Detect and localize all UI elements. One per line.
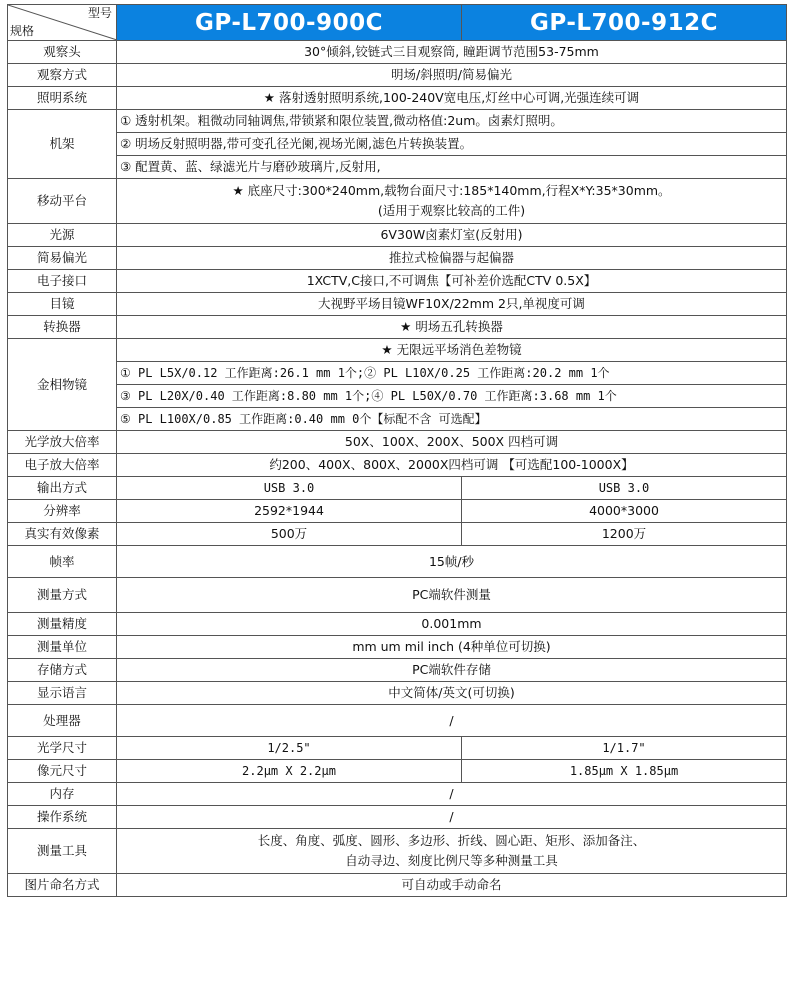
row-objective-3 [8,385,787,408]
objective-line-2: ① PL L5X/0.12 工作距离:26.1 mm 1个;② PL L10X/0.25 工作距离:20.2 mm 1个 [117,362,787,385]
row-label: 光源 [8,224,117,247]
row-value: ★ 明场五孔转换器 [117,316,787,339]
model-2: GP-L700-912C [462,5,787,41]
header-row [8,5,787,41]
row-precision [8,613,787,636]
row-pixels [8,523,787,546]
row-value: / [117,705,787,737]
value-model-2: 4000*3000 [462,500,787,523]
row-value: / [117,806,787,829]
value-model-1: USB 3.0 [117,477,462,500]
row-label: 显示语言 [8,682,117,705]
row-value: 0.001mm [117,613,787,636]
row-value: PC端软件测量 [117,578,787,613]
row-value: 推拉式检偏器与起偏器 [117,247,787,270]
row-label: 测量精度 [8,613,117,636]
row-value: 30°倾斜,铰链式三目观察筒, 瞳距调节范围53-75mm [117,41,787,64]
row-label: 转换器 [8,316,117,339]
row-label: 输出方式 [8,477,117,500]
row-value: 1XCTV,C接口,不可调焦【可补差价选配CTV 0.5X】 [117,270,787,293]
row-light [8,224,787,247]
row-label: 测量工具 [8,829,117,874]
value-model-1: 2.2μm X 2.2μm [117,760,462,783]
row-value: 大视野平场目镜WF10X/22mm 2只,单视度可调 [117,293,787,316]
row-os [8,806,787,829]
value-model-1: 500万 [117,523,462,546]
row-naming [8,874,787,897]
value-model-1: 2592*1944 [117,500,462,523]
row-value: 明场/斜照明/简易偏光 [117,64,787,87]
frame-line-3: ③ 配置黄、蓝、绿滤光片与磨砂玻璃片,反射用, [117,156,787,179]
row-pixsize [8,760,787,783]
row-label: 观察方式 [8,64,117,87]
row-objective-4 [8,408,787,431]
row-value: 中文简体/英文(可切换) [117,682,787,705]
frame-line-2: ② 明场反射照明器,带可变孔径光阑,视场光阑,滤色片转换装置。 [117,133,787,156]
row-memory [8,783,787,806]
row-frame-3 [8,156,787,179]
row-value: 6V30W卤素灯室(反射用) [117,224,787,247]
row-optsize [8,737,787,760]
row-label: 照明系统 [8,87,117,110]
row-language [8,682,787,705]
row-value: 50X、100X、200X、500X 四档可调 [117,431,787,454]
row-value [117,179,787,224]
row-label: 光学放大倍率 [8,431,117,454]
row-elemag [8,454,787,477]
header-corner [8,5,117,41]
row-value: 约200、400X、800X、2000X四档可调 【可选配100-1000X】 [117,454,787,477]
row-label: 目镜 [8,293,117,316]
row-value: PC端软件存储 [117,659,787,682]
row-method [8,64,787,87]
row-head [8,41,787,64]
row-value [117,829,787,874]
row-label: 帧率 [8,546,117,578]
row-illum [8,87,787,110]
row-value: 可自动或手动命名 [117,874,787,897]
row-tools [8,829,787,874]
objective-line-4: ⑤ PL L100X/0.85 工作距离:0.40 mm 0个【标配不含 可选配】 [117,408,787,431]
row-measure [8,578,787,613]
row-unit [8,636,787,659]
row-optmag [8,431,787,454]
value-model-2: USB 3.0 [462,477,787,500]
row-label: 电子放大倍率 [8,454,117,477]
row-label: 存储方式 [8,659,117,682]
row-label: 移动平台 [8,179,117,224]
row-label: 分辨率 [8,500,117,523]
row-storage [8,659,787,682]
model-label: 型号 [87,6,112,20]
row-fps [8,546,787,578]
frame-line-1: ① 透射机架。粗微动同轴调焦,带锁紧和限位装置,微动格值:2um。卤素灯照明。 [117,110,787,133]
tools-line-2: 自动寻边、刻度比例尺等多种测量工具 [345,853,558,868]
tools-line-1: 长度、角度、弧度、圆形、多边形、折线、圆心距、矩形、添加备注、 [257,833,646,848]
row-label: 图片命名方式 [8,874,117,897]
row-port [8,270,787,293]
row-objective-2 [8,362,787,385]
row-label: 光学尺寸 [8,737,117,760]
value-model-2: 1/1.7" [462,737,787,760]
value-model-2: 1.85μm X 1.85μm [462,760,787,783]
stage-line-1: ★ 底座尺寸:300*240mm,载物台面尺寸:185*140mm,行程X*Y:35*30mm。 [232,183,671,198]
row-frame-1 [8,110,787,133]
row-label: 机架 [8,110,117,179]
row-value: ★ 落射透射照明系统,100-240V宽电压,灯丝中心可调,光强连续可调 [117,87,787,110]
row-label: 处理器 [8,705,117,737]
objective-line-1: ★ 无限远平场消色差物镜 [117,339,787,362]
spec-table [7,4,787,897]
row-label: 金相物镜 [8,339,117,431]
row-polar [8,247,787,270]
row-value: mm um mil inch (4种单位可切换) [117,636,787,659]
row-label: 内存 [8,783,117,806]
row-output [8,477,787,500]
model-1: GP-L700-900C [117,5,462,41]
row-label: 操作系统 [8,806,117,829]
row-label: 简易偏光 [8,247,117,270]
row-resolution [8,500,787,523]
row-stage [8,179,787,224]
row-eyepiece [8,293,787,316]
row-value: 15帧/秒 [117,546,787,578]
value-model-1: 1/2.5" [117,737,462,760]
objective-line-3: ③ PL L20X/0.40 工作距离:8.80 mm 1个;④ PL L50X/0.70 工作距离:3.68 mm 1个 [117,385,787,408]
row-label: 电子接口 [8,270,117,293]
row-frame-2 [8,133,787,156]
row-label: 像元尺寸 [8,760,117,783]
row-label: 测量方式 [8,578,117,613]
row-nosepiece [8,316,787,339]
row-objective-1 [8,339,787,362]
row-value: / [117,783,787,806]
row-label: 真实有效像素 [8,523,117,546]
row-label: 测量单位 [8,636,117,659]
row-label: 观察头 [8,41,117,64]
row-cpu [8,705,787,737]
stage-line-2: (适用于观察比较高的工件) [377,203,526,218]
spec-label: 规格 [10,24,35,38]
value-model-2: 1200万 [462,523,787,546]
